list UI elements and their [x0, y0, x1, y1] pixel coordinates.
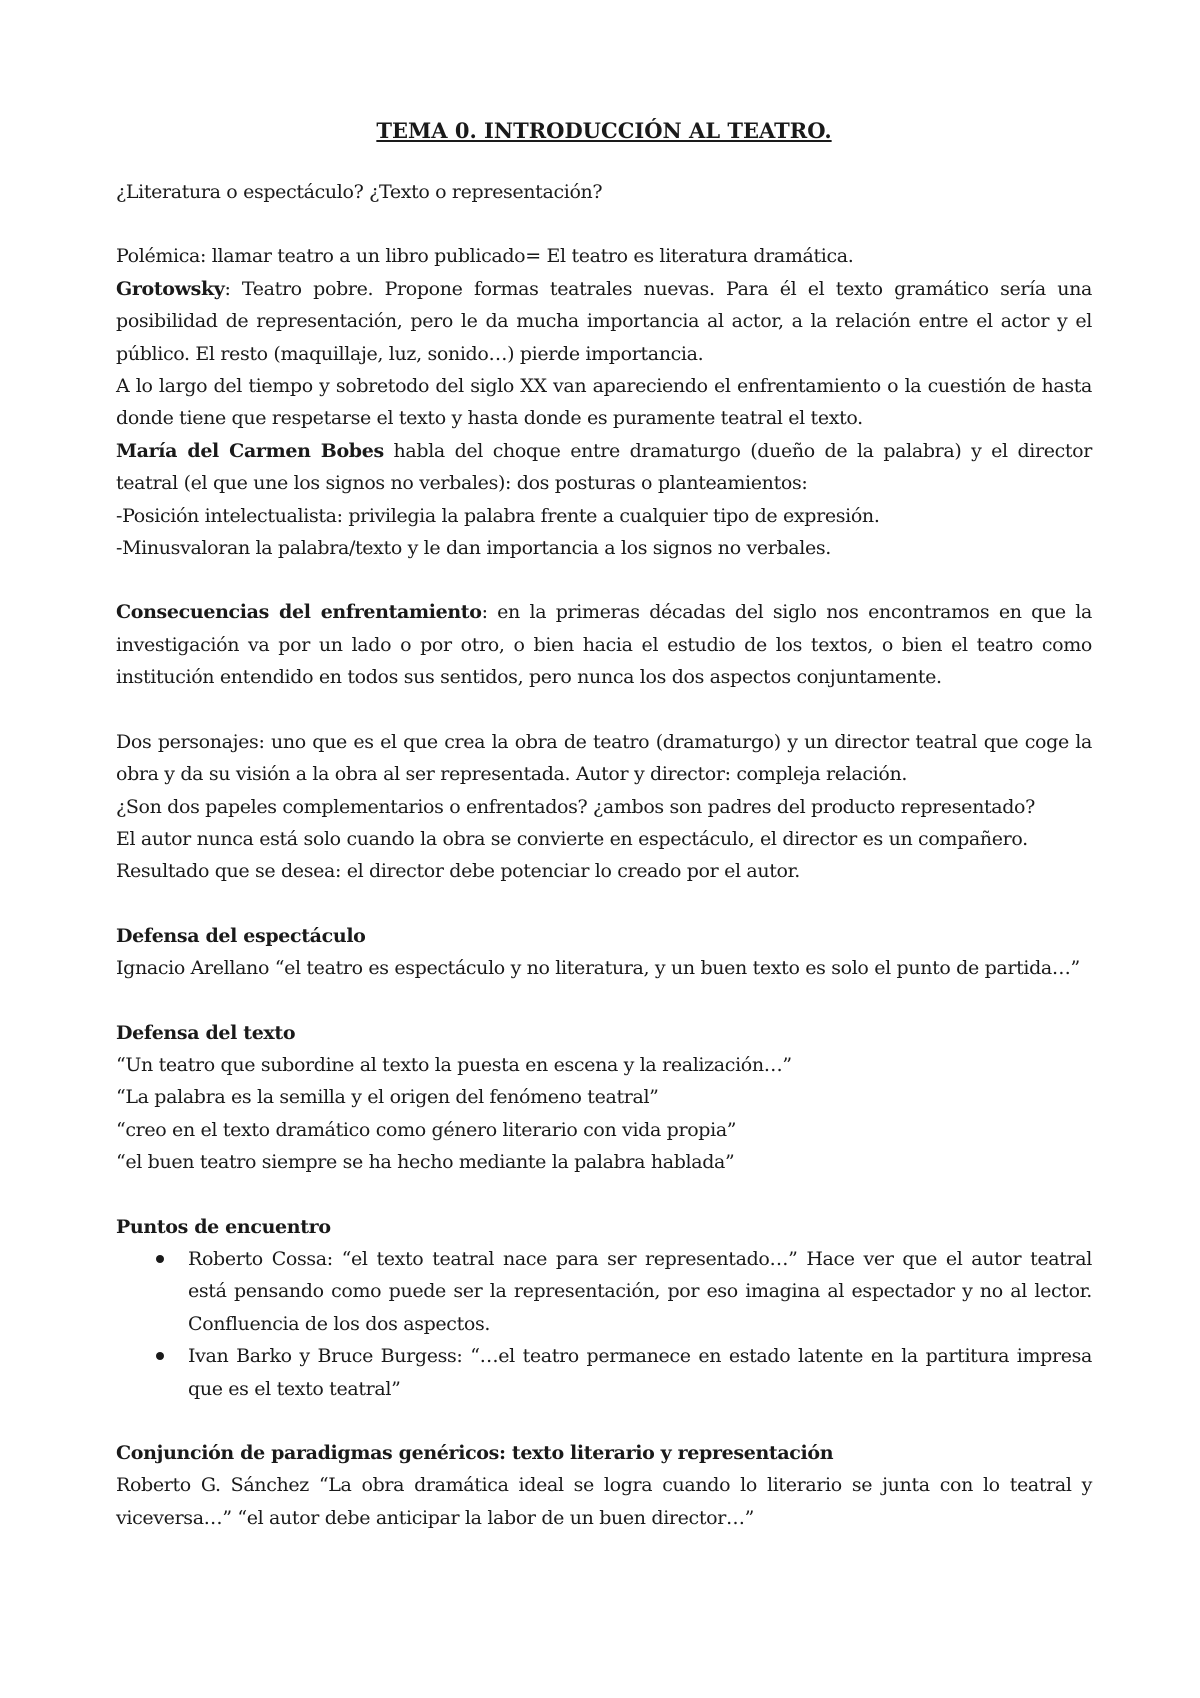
heading-defensa-texto: Defensa del texto: [116, 1021, 296, 1044]
bobes-text: habla del choque entre dramaturgo (dueño de la palabra) y el director teatral (el que une los signos no verbales): dos posturas o planteamientos:: [116, 439, 1093, 495]
paragraph-pregunta-papeles: ¿Son dos papeles complementarios o enfrentados? ¿ambos son padres del producto representado?: [116, 795, 1035, 818]
quote-line: “creo en el texto dramático como género literario con vida propia”: [116, 1118, 737, 1141]
puntos-encuentro-list: [116, 1243, 1092, 1405]
heading-puntos-encuentro: Puntos de encuentro: [116, 1215, 331, 1238]
list-item: [188, 1340, 1092, 1405]
paragraph-consecuencias: [116, 596, 1092, 693]
heading-defensa-espectaculo: Defensa del espectáculo: [116, 924, 366, 947]
paragraph-arellano: Ignacio Arellano “el teatro es espectáculo y no literatura, y un buen texto es solo el punto de partida…”: [116, 957, 1080, 980]
paragraph-siglo: A lo largo del tiempo y sobretodo del siglo XX van apareciendo el enfrentamiento o la cuestión de hasta donde tiene que respetarse el texto y hasta donde es puramente teatral el texto.: [116, 375, 1092, 430]
grotowsky-name: Grotowsky: [116, 277, 225, 300]
posicion-minusvaloran: -Minusvaloran la palabra/texto y le dan importancia a los signos no verbales.: [116, 537, 831, 560]
paragraph-grotowsky: [116, 273, 1092, 370]
consecuencias-text: : en la primeras décadas del siglo nos encontramos en que la investigación va por un lado o por otro, o bien hacia el estudio de los textos, o bien el teatro como institución entendido en todos sus sentidos, pero nunca los dos aspectos conjuntamente.: [116, 601, 1093, 689]
quote-line: “Un teatro que subordine al texto la puesta en escena y la realización…”: [116, 1053, 792, 1076]
bullet-icon: [156, 1352, 164, 1360]
paragraph-autor-nunca: El autor nunca está solo cuando la obra se convierte en espectáculo, el director es un compañero.: [116, 827, 1028, 850]
paragraph-sanchez: Roberto G. Sánchez “La obra dramática ideal se logra cuando lo literario se junta con lo teatral y viceversa…” “el autor debe anticipar la labor de un buen director…”: [116, 1474, 1092, 1529]
posicion-intelectualista: -Posición intelectualista: privilegia la palabra frente a cualquier tipo de expresión.: [116, 504, 880, 527]
list-item: [188, 1243, 1092, 1340]
consecuencias-heading: Consecuencias del enfrentamiento: [116, 601, 482, 624]
quote-line: “el buen teatro siempre se ha hecho mediante la palabra hablada”: [116, 1151, 735, 1174]
paragraph-resultado: Resultado que se desea: el director debe potenciar lo creado por el autor.: [116, 860, 800, 883]
grotowsky-text: : Teatro pobre. Propone formas teatrales nuevas. Para él el texto gramático sería una posibilidad de representación, pero le da mucha importancia al actor, a la relación entre el actor y el público. El resto (maquillaje, luz, sonido…) pierde importancia.: [116, 277, 1092, 365]
paragraph-polemica: Polémica: llamar teatro a un libro publicado= El teatro es literatura dramática.: [116, 245, 854, 268]
paragraph-bobes: [116, 435, 1092, 500]
quote-line: “La palabra es la semilla y el origen del fenómeno teatral”: [116, 1086, 659, 1109]
paragraph-dos-personajes: Dos personajes: uno que es el que crea la obra de teatro (dramaturgo) y un director teatral que coge la obra y da su visión a la obra al ser representada. Autor y director: compleja relación.: [116, 730, 1092, 786]
bobes-name: María del Carmen Bobes: [116, 439, 384, 462]
list-item-text: Roberto Cossa: “el texto teatral nace para ser representado…” Hace ver que el autor teatral está pensando como puede ser la representación, por eso imagina al espectador y no al lector. Confluencia de los dos aspectos.: [188, 1247, 1092, 1335]
bullet-icon: [156, 1255, 164, 1263]
intro-question: ¿Literatura o espectáculo? ¿Texto o representación?: [116, 181, 603, 203]
page-title: TEMA 0. INTRODUCCIÓN AL TEATRO.: [376, 118, 832, 143]
list-item-text: Ivan Barko y Bruce Burgess: “…el teatro permanece en estado latente en la partitura impresa que es el texto teatral”: [188, 1345, 1092, 1400]
heading-conjuncion: Conjunción de paradigmas genéricos: texto literario y representación: [116, 1442, 834, 1464]
